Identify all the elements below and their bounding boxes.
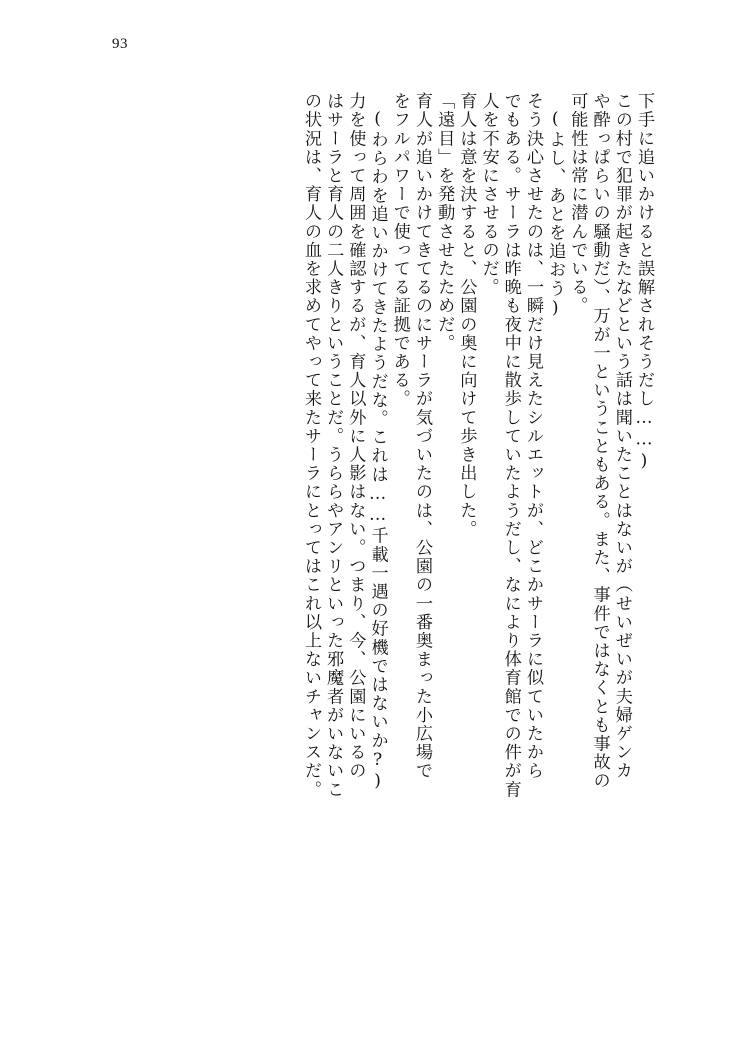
text-line: そう決心させたのは、一瞬だけ見えたシルエットが、どこかサーラに似ていたから: [522, 92, 543, 781]
text-line: の状況は、育人の血を求めてやって来たサーラにとってはこれ以上ないチャンスだ。: [300, 92, 321, 799]
text-line: 育人が追いかけてきてるのにサーラが気づいたのは、公園の一番奥まった小広場で: [411, 92, 432, 781]
text-line: 育人は意を決すると、公園の奥に向けて歩き出した。: [456, 92, 477, 539]
text-line: をフルパワーで使ってる証拠である。: [389, 92, 410, 409]
text-line: 可能性は常に潜んでいる。: [567, 92, 588, 316]
text-line: 力を使って周囲を確認するが、育人以外に人影はない。つまり、今、公園にいるの: [345, 92, 366, 781]
text-line: はサーラと育人の二人きりということだ。うららやアンリといった邪魔者がいないこ: [323, 92, 344, 799]
text-line: 「遠目」を発動させたためだ。: [434, 92, 455, 353]
text-line: (よし、あとを追おう): [545, 109, 566, 320]
text-line: や酔っぱらいの騒動だ）、万が一ということもある。また、事件ではなくとも事故の: [589, 92, 610, 791]
text-line: 下手に追いかけると誤解されそうだし……): [634, 92, 654, 473]
text-line: (わらわを追いかけてきたようだな。これは……千載一遇の好機ではないか?): [367, 109, 388, 793]
text-line: この村で犯罪が起きたなどという話は聞いたことはないが（せいぜいが夫婦ゲンカ: [611, 92, 632, 781]
text-line: でもある。サーラは昨晩も夜中に散歩していたようだし、なにより体育館での件が育: [500, 92, 521, 799]
text-line: 人を不安にさせるのだ。: [478, 92, 499, 297]
vertical-text-body: [92, 92, 652, 962]
page-number: 93: [112, 36, 128, 52]
